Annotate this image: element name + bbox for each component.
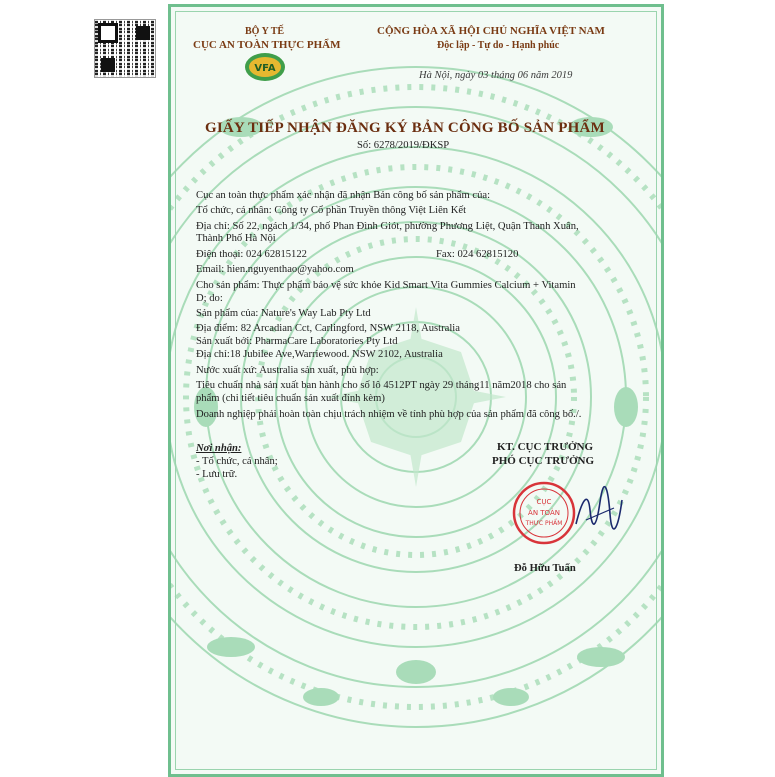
qr-code-icon	[94, 19, 156, 78]
department-name: CỤC AN TOÀN THỰC PHẨM	[193, 39, 341, 51]
signatory-name: Đỗ Hữu Tuấn	[514, 563, 576, 574]
motto: Độc lập - Tự do - Hạnh phúc	[437, 40, 560, 51]
issue-date: Hà Nội, ngày 03 tháng 06 năm 2019	[419, 70, 573, 81]
manufacturer: Sản xuất bởi: PharmaCare Laboratories Pty Ltd	[196, 336, 398, 347]
document-number: Số: 6278/2019/ĐKSP	[357, 140, 450, 151]
address-line-1: Địa chỉ: Số 22, ngách 1/34, phố Phan Đình Giót, phường Phương Liệt, Quận Thanh Xuân,	[196, 221, 579, 232]
standard-line-1: Tiêu chuẩn nhà sản xuất ban hành cho số lô 4512PT ngày 29 tháng11 năm2018 cho sản	[196, 380, 567, 391]
email: Email: hien.nguyenthao@yahoo.com	[196, 264, 354, 275]
phone: Điện thoại: 024 62815122	[196, 249, 307, 260]
origin: Nước xuất xứ: Australia sản xuất, phù hợp:	[196, 365, 379, 376]
product-line-1: Cho sản phẩm: Thực phẩm bảo vệ sức khỏe Kid Smart Vita Gummies Calcium + Vitamin	[196, 280, 576, 291]
organization: Tổ chức, cá nhân: Công ty Cổ phần Truyền thông Việt Liên Kết	[196, 205, 467, 216]
product-line-2: D; do:	[196, 293, 223, 304]
recipient-item: - Tổ chức, cá nhân;	[196, 456, 278, 467]
vfa-logo-icon	[243, 51, 287, 83]
signatory-title-2: PHÓ CỤC TRƯỞNG	[492, 455, 595, 467]
manufacturer-address: Địa chỉ:18 Jubilee Ave,Warriewood. NSW 2102, Australia	[196, 349, 443, 360]
producer-location: Địa điểm: 82 Arcadian Cct, Carlingford, NSW 2118, Australia	[196, 323, 460, 334]
document-title: GIẤY TIẾP NHẬN ĐĂNG KÝ BẢN CÔNG BỐ SẢN PHẨM	[205, 120, 605, 136]
recipients-heading: Nơi nhận:	[196, 443, 242, 454]
recipient-item: - Lưu trữ.	[196, 469, 238, 480]
address-line-2: Thành Phố Hà Nội	[196, 233, 276, 244]
stamp-text-2: AN TOÀN	[528, 509, 560, 517]
fax: Fax: 024 62815120	[436, 249, 519, 260]
ministry-name: BỘ Y TẾ	[245, 26, 285, 37]
responsibility-statement: Doanh nghiệp phải hoàn toàn chịu trách nhiệm về tính phù hợp của sản phẩm đã công bố./.	[196, 409, 582, 420]
country-name: CỘNG HÒA XÃ HỘI CHỦ NGHĨA VIỆT NAM	[377, 25, 605, 37]
stamp-text-3: THỰC PHẨM	[525, 520, 563, 527]
handwritten-signature-icon	[568, 480, 626, 538]
logo-text: VFA	[254, 63, 276, 74]
signatory-title-1: KT. CỤC TRƯỞNG	[497, 441, 594, 453]
standard-line-2: phẩm (chi tiết tiêu chuẩn sản xuất đính kèm)	[196, 393, 385, 404]
producer: Sản phẩm của: Nature's Way Lab Pty Ltd	[196, 308, 371, 319]
intro-text: Cục an toàn thực phẩm xác nhận đã nhận Bản công bố sản phẩm của:	[196, 190, 491, 201]
stamp-text-1: CỤC	[536, 498, 552, 506]
